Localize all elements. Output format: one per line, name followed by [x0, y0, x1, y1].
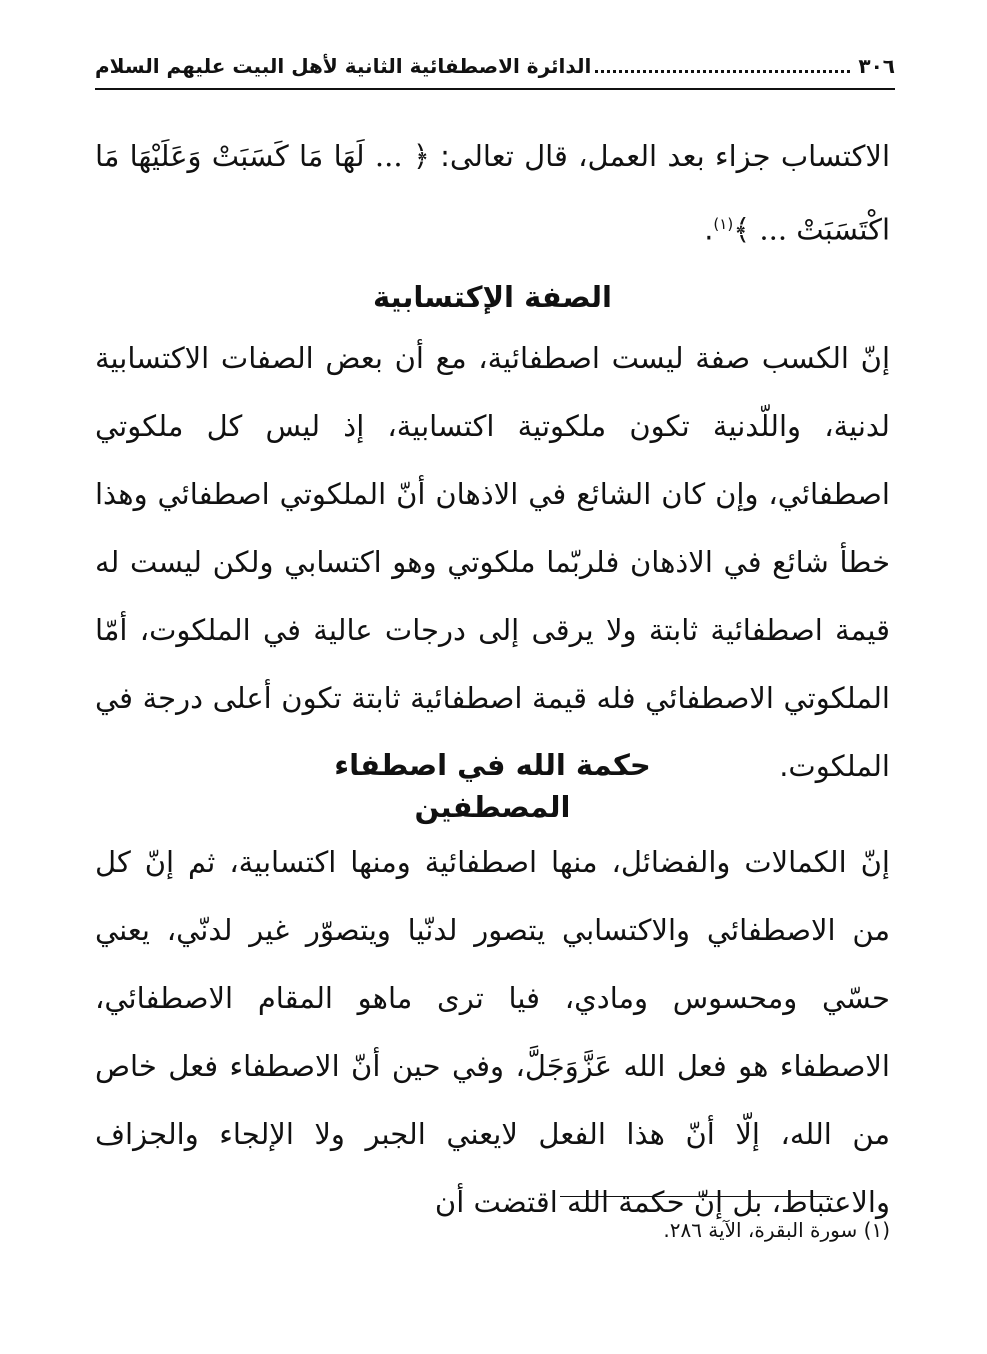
intro-text: الاكتساب جزاء بعد العمل، قال تعالى:: [440, 139, 890, 173]
section-heading-wisdom-line1: حكمة الله في اصطفاء: [334, 748, 651, 782]
quran-verse: ﴿ ... لَهَا مَا كَسَبَتْ وَعَلَيْهَا مَا اكْتَسَبَتْ ... ﴾: [95, 139, 890, 247]
intro-paragraph: [95, 122, 890, 264]
page-number: ٣٠٦: [858, 54, 895, 78]
footnote-separator: [560, 1196, 830, 1197]
footnote: (١) سورة البقرة، الآية ٢٨٦.: [663, 1218, 890, 1242]
intro-end: .: [704, 212, 714, 247]
footnote-ref: (١): [713, 215, 734, 233]
section-heading-wisdom-line2: المصطفين: [414, 790, 571, 824]
header-dot-leader: [595, 70, 850, 73]
section-heading-acquired-attribute: الصفة الإكتسابية: [373, 280, 612, 314]
running-title: الدائرة الاصطفائية الثانية لأهل البيت عليهم السلام: [95, 54, 592, 78]
wisdom-paragraph: إنّ الكمالات والفضائل، منها اصطفائية ومنها اكتسابية، ثم إنّ كل من الاصطفائي والاكتسابي يتصور لدنّيا ويتصوّر غير لدنّي، يعني حسّي ومحسوس ومادي، فيا ترى ماهو المقام الاصطفائي، الاصطفاء هو فعل الله عَزَّوَجَلَّ، وفي حين أنّ الاصطفاء فعل خاص من الله، إلّا أنّ هذا الفعل لايعني الجبر ولا الإلجاء والجزاف والاعتباط، بل إنّ حكمة الله اقتضت أن: [95, 845, 890, 1219]
acquired-attribute-paragraph: إنّ الكسب صفة ليست اصطفائية، مع أن بعض الصفات الاكتسابية لدنية، واللّدنية تكون ملكوتية اكتسابية، إذ ليس كل ملكوتي اصطفائي، وإن كان الشائع في الاذهان أنّ الملكوتي اصطفائي وهذا خطأ شائع في الاذهان فلربّما ملكوتي وهو اكتسابي ولكن ليست له قيمة اصطفائية ثابتة ولا يرقى إلى درجات عالية في الملكوت، أمّا الملكوتي الاصطفائي فله قيمة اصطفائية ثابتة تكون أعلى درجة في الملكوت.: [95, 341, 890, 783]
running-header: [95, 54, 895, 90]
